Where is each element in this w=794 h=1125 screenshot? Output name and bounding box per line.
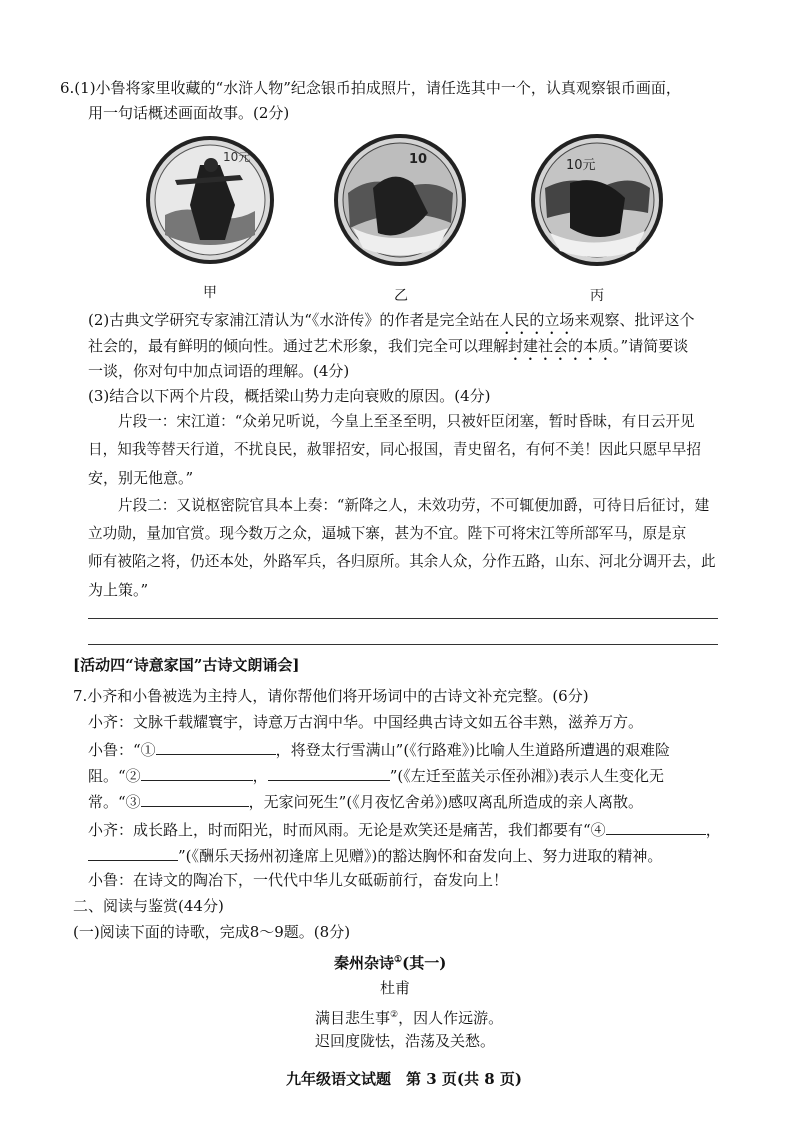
- activity4-title: [活动四“诗意家国”古诗文朗诵会]: [73, 656, 300, 674]
- fragment2-line3: 师有被陷之将，仍还本处，外路军兵，各归原所。其余人众，分作五路，山东、河北分调开去，此: [88, 553, 716, 570]
- poem-footnote-mark: ②: [390, 1010, 399, 1020]
- svg-text:10元: 10元: [223, 150, 251, 164]
- q7-text: ，将登太行雪满山”(《行路难》)比喻人生道路所遭遇的艰难险: [275, 741, 671, 759]
- fill-blank-4b[interactable]: [88, 844, 178, 861]
- coin-label-jia: 甲: [203, 285, 217, 301]
- q7-line3: [88, 764, 664, 786]
- q7-line6: [88, 844, 662, 866]
- q6-part2-text: (2)古典文学研究专家浦江清认为“《水浒传》的作者是完全站在: [88, 311, 500, 329]
- poem-line-2: 迟回度陇怯，浩荡及关愁。: [315, 1032, 496, 1050]
- fragment2-line2: 立功勋，量加官赏。现今数万之众，逼城下寨，甚为不宜。陛下可将宋江等所部军马，原是京: [88, 525, 687, 542]
- q6-part2-text: 社会的，最有鲜明的倾向性。通过艺术形象，我们完全可以理解: [88, 337, 509, 355]
- fragment1-line1: 片段一：宋江道：“众弟兄听说，今皇上至圣至明，只被奸臣闭塞，暂时昏昧，有日云开见: [118, 413, 695, 430]
- poem-title-suffix: (其一): [402, 954, 447, 972]
- dotted-phrase-2: 封建社会的本质: [508, 337, 614, 355]
- dotted-phrase-1: 人民的立场: [499, 311, 575, 329]
- fragment2-line4: 为上策。”: [88, 581, 149, 599]
- section2-title: 二、阅读与鉴赏(44分): [73, 897, 224, 915]
- poem-footnote-mark: ①: [394, 955, 403, 965]
- q7-text: 小鲁：“①: [88, 741, 156, 759]
- poem-text: 满目悲生事: [315, 1009, 391, 1027]
- q7-text: ”(《酬乐天扬州初逢席上见赠》)的豁达胸怀和奋发向上、努力进取的精神。: [178, 847, 663, 865]
- q7-text: ，: [252, 767, 268, 785]
- svg-text:10: 10: [409, 152, 428, 167]
- poem-author: 杜甫: [380, 979, 411, 997]
- q7-line4: [88, 790, 643, 812]
- q7-text: ，无家问死生”(《月夜忆舍弟》)感叹离乱所造成的亲人离散。: [248, 793, 644, 811]
- page-footer: 九年级语文试题 第 3 页(共 8 页): [286, 1070, 522, 1088]
- q7-text: 阻。“②: [88, 767, 141, 785]
- section2-subtitle: (一)阅读下面的诗歌，完成8～9题。(8分): [73, 923, 351, 941]
- q7-line7: 小鲁：在诗文的陶冶下，一代代中华儿女砥砺前行，奋发向上！: [88, 871, 509, 889]
- q7-line2: [88, 738, 670, 760]
- poem-title: [334, 950, 446, 973]
- fill-blank-3[interactable]: [141, 790, 249, 807]
- fragment1-line3: 安，别无他意。”: [88, 469, 194, 487]
- q6-part1-line2: 用一句话概述画面故事。(2分): [88, 104, 290, 122]
- fill-blank-1[interactable]: [156, 738, 276, 755]
- poem-line-1: [315, 1005, 503, 1028]
- q6-part2-line3: 一谈，你对句中加点词语的理解。(4分): [88, 362, 350, 380]
- q6-part3-prompt: (3)结合以下两个片段，概括梁山势力走向衰败的原因。(4分): [88, 387, 491, 405]
- q7-text: ”(《左迁至蓝关示侄孙湘》)表示人生变化无: [389, 767, 665, 785]
- q7-line1: 小齐：文脉千载耀寰宇，诗意万古润中华。中国经典古诗文如五谷丰熟，滋养万方。: [88, 713, 644, 731]
- q7-text: 小齐：成长路上，时而阳光，时而风雨。无论是欢笑还是痛苦，我们都要有“④: [88, 821, 606, 839]
- fill-blank-2a[interactable]: [141, 764, 253, 781]
- answer-line-2[interactable]: [88, 644, 718, 645]
- fill-blank-4a[interactable]: [606, 818, 706, 835]
- fragment1-line2: 日，知我等替天行道，不扰良民，赦罪招安，同心报国，青史留名，有何不美！因此只愿早早招: [88, 441, 701, 458]
- coin-label-yi: 乙: [394, 288, 408, 304]
- q6-part2-line2: [88, 336, 688, 364]
- q7-text: ，: [705, 821, 721, 839]
- q6-part2-line1: [88, 310, 694, 338]
- coin-yi-image: [333, 133, 468, 268]
- coin-jia-image: [145, 135, 275, 265]
- poem-title-text: 秦州杂诗: [334, 954, 395, 972]
- q7-line5: [88, 818, 721, 840]
- svg-text:10元: 10元: [566, 158, 596, 173]
- fill-blank-2b[interactable]: [268, 764, 390, 781]
- poem-text: ，因人作远游。: [398, 1009, 504, 1027]
- coin-bing-image: [530, 133, 665, 268]
- q6-part2-text: 。”请简要谈: [613, 337, 689, 355]
- q6-part2-text: 来观察、批评这个: [574, 311, 695, 329]
- fragment2-line1: 片段二：又说枢密院官具本上奏：“新降之人，未效功劳，不可辄便加爵，可待日后征讨，建: [118, 497, 710, 514]
- q7-text: 常。“③: [88, 793, 141, 811]
- q7-intro: 7.小齐和小鲁被选为主持人，请你帮他们将开场词中的古诗文补充完整。(6分): [73, 687, 589, 705]
- answer-line-1[interactable]: [88, 618, 718, 619]
- q6-part1-line1: 6.(1)小鲁将家里收藏的“水浒人物”纪念银币拍成照片，请任选其中一个，认真观察银币画面，: [60, 79, 681, 97]
- coin-label-bing: 丙: [590, 288, 604, 304]
